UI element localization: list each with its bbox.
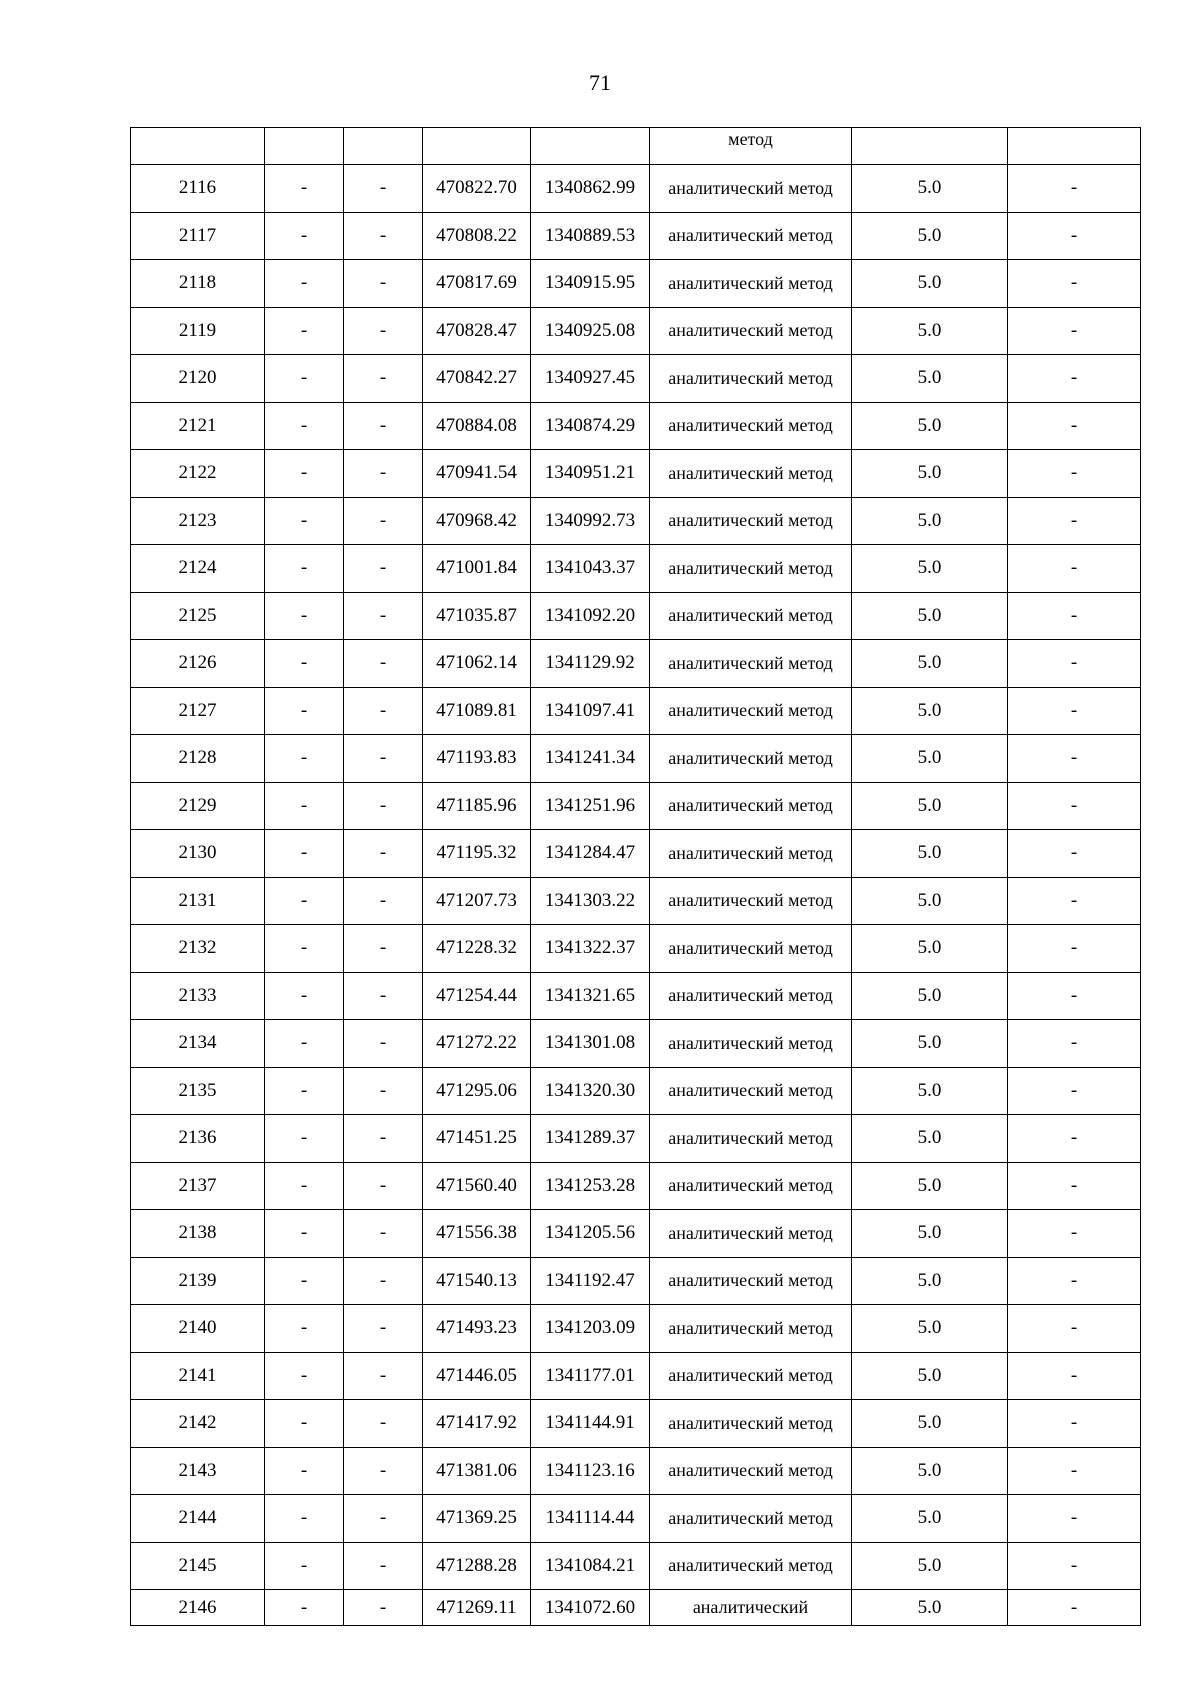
table-cell: - — [1008, 402, 1141, 450]
table-cell: - — [265, 782, 344, 830]
table-cell: аналитический метод — [650, 545, 852, 593]
table-cell — [423, 128, 531, 165]
table-cell: 5.0 — [852, 497, 1008, 545]
table-cell: 5.0 — [852, 1590, 1008, 1626]
table-cell: - — [1008, 1210, 1141, 1258]
table-cell: - — [265, 260, 344, 308]
table-cell: 471207.73 — [423, 877, 531, 925]
table-cell: 5.0 — [852, 1542, 1008, 1590]
table-cell: 2139 — [131, 1257, 265, 1305]
table-cell: - — [265, 165, 344, 213]
table-cell: аналитический метод — [650, 450, 852, 498]
table-cell: - — [1008, 1305, 1141, 1353]
table-cell — [131, 128, 265, 165]
table-cell: - — [1008, 307, 1141, 355]
table-cell: - — [344, 1352, 423, 1400]
table-cell: 2120 — [131, 355, 265, 403]
table-cell: 2134 — [131, 1020, 265, 1068]
table-cell: - — [265, 877, 344, 925]
table-cell: 1340915.95 — [531, 260, 650, 308]
table-cell: - — [1008, 1542, 1141, 1590]
table-cell: аналитический метод — [650, 640, 852, 688]
table-cell: 1341177.01 — [531, 1352, 650, 1400]
table-cell: 2121 — [131, 402, 265, 450]
table-cell: - — [265, 1542, 344, 1590]
table-row — [131, 1447, 1141, 1495]
table-row — [131, 497, 1141, 545]
table-cell: 471288.28 — [423, 1542, 531, 1590]
table-cell: - — [265, 402, 344, 450]
table-cell: 470817.69 — [423, 260, 531, 308]
table-cell: 2133 — [131, 972, 265, 1020]
table-cell: - — [1008, 735, 1141, 783]
table-cell: 2116 — [131, 165, 265, 213]
table-cell: - — [344, 1257, 423, 1305]
table-cell: - — [265, 450, 344, 498]
table-cell: 471269.11 — [423, 1590, 531, 1626]
table-cell: - — [344, 1210, 423, 1258]
table-row — [131, 1590, 1141, 1626]
table-cell: 2122 — [131, 450, 265, 498]
table-cell: 1341289.37 — [531, 1115, 650, 1163]
table-cell: 471185.96 — [423, 782, 531, 830]
table-cell: 1341301.08 — [531, 1020, 650, 1068]
table-cell: аналитический метод — [650, 1495, 852, 1543]
table-cell: 2118 — [131, 260, 265, 308]
table-cell: - — [265, 1447, 344, 1495]
table-cell: - — [265, 1495, 344, 1543]
table-cell: - — [265, 545, 344, 593]
table-cell: 2132 — [131, 925, 265, 973]
table-row — [131, 687, 1141, 735]
table-cell: 5.0 — [852, 545, 1008, 593]
table-cell: - — [265, 1210, 344, 1258]
table-cell: 5.0 — [852, 877, 1008, 925]
table-cell: 470828.47 — [423, 307, 531, 355]
table-cell: 1341303.22 — [531, 877, 650, 925]
table-cell: 5.0 — [852, 1210, 1008, 1258]
table-cell: - — [1008, 640, 1141, 688]
table-cell: 5.0 — [852, 1400, 1008, 1448]
table-row — [131, 1495, 1141, 1543]
table-cell: 471254.44 — [423, 972, 531, 1020]
table-cell: 1341114.44 — [531, 1495, 650, 1543]
table-cell: - — [1008, 1115, 1141, 1163]
table-cell: 2142 — [131, 1400, 265, 1448]
continuation-row — [131, 128, 1141, 165]
table-cell: - — [344, 1447, 423, 1495]
table-cell: аналитический метод — [650, 1257, 852, 1305]
table-cell: 1341084.21 — [531, 1542, 650, 1590]
table-cell: 1340927.45 — [531, 355, 650, 403]
table-cell: 471446.05 — [423, 1352, 531, 1400]
table-cell: - — [344, 1115, 423, 1163]
table-row — [131, 830, 1141, 878]
table-cell — [265, 128, 344, 165]
table-row — [131, 355, 1141, 403]
table-row — [131, 402, 1141, 450]
table-cell: 471369.25 — [423, 1495, 531, 1543]
table-cell: - — [344, 925, 423, 973]
table-cell: - — [344, 307, 423, 355]
table-cell: - — [265, 735, 344, 783]
table-cell: - — [1008, 1495, 1141, 1543]
table-cell: 5.0 — [852, 1305, 1008, 1353]
table-cell: - — [265, 1257, 344, 1305]
table-cell: - — [344, 165, 423, 213]
table-cell: 471228.32 — [423, 925, 531, 973]
table-cell: - — [1008, 972, 1141, 1020]
table-row — [131, 1352, 1141, 1400]
table-cell — [344, 128, 423, 165]
table-cell: 1340951.21 — [531, 450, 650, 498]
table-cell: 471493.23 — [423, 1305, 531, 1353]
table-cell: - — [344, 402, 423, 450]
table-cell: 5.0 — [852, 1352, 1008, 1400]
table-row — [131, 307, 1141, 355]
table-body — [131, 128, 1141, 1626]
table-row — [131, 972, 1141, 1020]
table-cell: аналитический метод — [650, 1210, 852, 1258]
table-cell: - — [344, 450, 423, 498]
table-cell: аналитический метод — [650, 830, 852, 878]
table-row — [131, 1210, 1141, 1258]
table-cell: - — [1008, 1590, 1141, 1626]
table-cell: 471272.22 — [423, 1020, 531, 1068]
table-row — [131, 545, 1141, 593]
table-cell: 2125 — [131, 592, 265, 640]
table-cell: - — [1008, 497, 1141, 545]
table-cell: 5.0 — [852, 925, 1008, 973]
table-row — [131, 1400, 1141, 1448]
table-cell: аналитический метод — [650, 212, 852, 260]
table-cell: - — [344, 212, 423, 260]
table-row — [131, 1067, 1141, 1115]
table-cell: 5.0 — [852, 1067, 1008, 1115]
table-row — [131, 165, 1141, 213]
table-cell: 5.0 — [852, 260, 1008, 308]
table-cell: 2140 — [131, 1305, 265, 1353]
table-cell: 5.0 — [852, 830, 1008, 878]
table-cell: - — [1008, 877, 1141, 925]
table-cell: 470842.27 — [423, 355, 531, 403]
table-cell: - — [265, 640, 344, 688]
table-cell: 2117 — [131, 212, 265, 260]
table-cell: аналитический метод — [650, 687, 852, 735]
table-cell: - — [265, 1305, 344, 1353]
table-cell: 2144 — [131, 1495, 265, 1543]
table-cell: 5.0 — [852, 640, 1008, 688]
coordinates-table — [130, 127, 1141, 1626]
table-cell: - — [344, 1590, 423, 1626]
table-cell: 5.0 — [852, 212, 1008, 260]
table-cell: 5.0 — [852, 1115, 1008, 1163]
table-cell: 471001.84 — [423, 545, 531, 593]
table-cell: 5.0 — [852, 1495, 1008, 1543]
table-cell: аналитический метод — [650, 1020, 852, 1068]
table-cell — [852, 128, 1008, 165]
table-cell: аналитический метод — [650, 592, 852, 640]
table-cell: - — [344, 1305, 423, 1353]
table-cell: аналитический метод — [650, 735, 852, 783]
table-cell: - — [1008, 830, 1141, 878]
table-cell: 1341123.16 — [531, 1447, 650, 1495]
table-cell: 471195.32 — [423, 830, 531, 878]
table-row — [131, 640, 1141, 688]
table-row — [131, 1162, 1141, 1210]
table-cell: 470808.22 — [423, 212, 531, 260]
table-cell — [1008, 128, 1141, 165]
table-cell: - — [1008, 212, 1141, 260]
table-cell: - — [1008, 1067, 1141, 1115]
table-row — [131, 260, 1141, 308]
table-cell: - — [1008, 355, 1141, 403]
table-cell: 2129 — [131, 782, 265, 830]
table-cell: - — [344, 1162, 423, 1210]
table-cell: аналитический метод — [650, 497, 852, 545]
table-cell: аналитический метод — [650, 1447, 852, 1495]
table-cell: аналитический метод — [650, 1305, 852, 1353]
table-cell: 5.0 — [852, 450, 1008, 498]
table-row — [131, 925, 1141, 973]
table-cell: - — [1008, 687, 1141, 735]
table-cell: 1341072.60 — [531, 1590, 650, 1626]
table-cell: - — [1008, 260, 1141, 308]
table-cell: - — [1008, 545, 1141, 593]
table-cell: - — [265, 592, 344, 640]
table-cell: - — [265, 1067, 344, 1115]
table-cell: 471381.06 — [423, 1447, 531, 1495]
table-cell: 470968.42 — [423, 497, 531, 545]
table-cell: аналитический метод — [650, 782, 852, 830]
table-cell: - — [265, 1400, 344, 1448]
table-cell: - — [344, 877, 423, 925]
table-row — [131, 1020, 1141, 1068]
table-cell: 1341251.96 — [531, 782, 650, 830]
table-cell: аналитический метод — [650, 260, 852, 308]
table-cell: 1341284.47 — [531, 830, 650, 878]
table-cell: 5.0 — [852, 307, 1008, 355]
table-cell: 1341092.20 — [531, 592, 650, 640]
table-cell: - — [344, 640, 423, 688]
table-cell: 1341320.30 — [531, 1067, 650, 1115]
table-cell: 1341321.65 — [531, 972, 650, 1020]
table-cell: аналитический метод — [650, 165, 852, 213]
table-cell: 5.0 — [852, 1162, 1008, 1210]
table-cell: 1341205.56 — [531, 1210, 650, 1258]
table-cell: 5.0 — [852, 687, 1008, 735]
table-cell: 471417.92 — [423, 1400, 531, 1448]
table-cell: аналитический метод — [650, 307, 852, 355]
table-cell: аналитический метод — [650, 1067, 852, 1115]
table-cell: аналитический метод — [650, 877, 852, 925]
table-cell: - — [1008, 1162, 1141, 1210]
table-cell: 5.0 — [852, 782, 1008, 830]
table-cell: 1340874.29 — [531, 402, 650, 450]
table-cell: - — [344, 1542, 423, 1590]
table-cell: 2143 — [131, 1447, 265, 1495]
table-cell: 2124 — [131, 545, 265, 593]
table-cell: 5.0 — [852, 592, 1008, 640]
table-cell: 2128 — [131, 735, 265, 783]
table-cell: - — [344, 545, 423, 593]
table-cell: 2136 — [131, 1115, 265, 1163]
table-cell: 471451.25 — [423, 1115, 531, 1163]
table-cell: 5.0 — [852, 972, 1008, 1020]
table-cell: 471062.14 — [423, 640, 531, 688]
table-cell: аналитический метод — [650, 972, 852, 1020]
table-cell: - — [265, 497, 344, 545]
table-cell: 1341241.34 — [531, 735, 650, 783]
table-cell: - — [1008, 165, 1141, 213]
table-cell: - — [1008, 1352, 1141, 1400]
table-cell: 2127 — [131, 687, 265, 735]
table-cell: 1340992.73 — [531, 497, 650, 545]
table-cell: 5.0 — [852, 1447, 1008, 1495]
table-cell: 2119 — [131, 307, 265, 355]
table-row — [131, 450, 1141, 498]
table-cell: 471560.40 — [423, 1162, 531, 1210]
table-cell: - — [265, 1590, 344, 1626]
table-cell: 1341097.41 — [531, 687, 650, 735]
table-cell: - — [1008, 1400, 1141, 1448]
table-cell: - — [1008, 1257, 1141, 1305]
table-cell: 470884.08 — [423, 402, 531, 450]
table-cell: 471295.06 — [423, 1067, 531, 1115]
table-cell: 470941.54 — [423, 450, 531, 498]
table-cell: аналитический метод — [650, 925, 852, 973]
table-cell: 471193.83 — [423, 735, 531, 783]
table-cell: - — [344, 497, 423, 545]
table-cell: 2123 — [131, 497, 265, 545]
table-cell: 2146 — [131, 1590, 265, 1626]
table-cell: - — [265, 212, 344, 260]
table-row — [131, 1257, 1141, 1305]
table-cell: аналитический метод — [650, 1162, 852, 1210]
table-cell: 5.0 — [852, 355, 1008, 403]
table-cell: аналитический метод — [650, 1400, 852, 1448]
table-cell: - — [1008, 1020, 1141, 1068]
table-cell: 5.0 — [852, 1020, 1008, 1068]
table-cell: 470822.70 — [423, 165, 531, 213]
table-cell: метод — [650, 128, 852, 165]
table-cell: 471035.87 — [423, 592, 531, 640]
table-cell: 1341203.09 — [531, 1305, 650, 1353]
table-row — [131, 877, 1141, 925]
table-cell: - — [265, 1020, 344, 1068]
table-cell: 2130 — [131, 830, 265, 878]
table-cell: 2145 — [131, 1542, 265, 1590]
table-cell: - — [344, 355, 423, 403]
table-cell: - — [265, 1115, 344, 1163]
table-row — [131, 592, 1141, 640]
table-cell: - — [265, 1352, 344, 1400]
table-cell: 2126 — [131, 640, 265, 688]
table-cell: аналитический метод — [650, 355, 852, 403]
table-cell: - — [265, 972, 344, 1020]
table-cell: - — [344, 735, 423, 783]
table-cell: - — [344, 260, 423, 308]
table-cell: - — [265, 687, 344, 735]
table-row — [131, 1542, 1141, 1590]
table-cell: - — [1008, 782, 1141, 830]
table-cell: - — [1008, 450, 1141, 498]
table-cell: аналитический метод — [650, 1542, 852, 1590]
table-cell: - — [1008, 1447, 1141, 1495]
table-cell: 471556.38 — [423, 1210, 531, 1258]
table-row — [131, 735, 1141, 783]
table-cell: 1340925.08 — [531, 307, 650, 355]
table-row — [131, 1115, 1141, 1163]
table-cell: - — [1008, 592, 1141, 640]
table-cell: - — [344, 1400, 423, 1448]
table-row — [131, 1305, 1141, 1353]
table-cell: 5.0 — [852, 1257, 1008, 1305]
table-cell: 2131 — [131, 877, 265, 925]
table-cell: аналитический метод — [650, 1352, 852, 1400]
table-cell: аналитический метод — [650, 1115, 852, 1163]
table-cell: 471540.13 — [423, 1257, 531, 1305]
table-cell: 1341043.37 — [531, 545, 650, 593]
table-cell: 5.0 — [852, 165, 1008, 213]
table-cell: 2138 — [131, 1210, 265, 1258]
table-cell: - — [265, 355, 344, 403]
table-row — [131, 212, 1141, 260]
table-cell: - — [344, 687, 423, 735]
table-cell: 1341144.91 — [531, 1400, 650, 1448]
table-cell: 5.0 — [852, 402, 1008, 450]
table-cell: - — [344, 830, 423, 878]
table-cell: - — [344, 782, 423, 830]
table-cell: - — [344, 972, 423, 1020]
table-cell: - — [265, 307, 344, 355]
table-cell: - — [265, 1162, 344, 1210]
table-cell: 1341129.92 — [531, 640, 650, 688]
page-number: 71 — [589, 70, 611, 95]
table-cell: - — [344, 1495, 423, 1543]
table-cell: аналитический метод — [650, 402, 852, 450]
table-cell: - — [265, 925, 344, 973]
table-cell: 2141 — [131, 1352, 265, 1400]
table-cell: - — [265, 830, 344, 878]
table-cell: - — [344, 1020, 423, 1068]
table-cell: 471089.81 — [423, 687, 531, 735]
table-cell: - — [1008, 925, 1141, 973]
table-cell: 1340889.53 — [531, 212, 650, 260]
table-cell: 1340862.99 — [531, 165, 650, 213]
table-cell: - — [344, 1067, 423, 1115]
table-cell: аналитический — [650, 1590, 852, 1626]
table-cell: 2135 — [131, 1067, 265, 1115]
table-row — [131, 782, 1141, 830]
table-cell: 1341192.47 — [531, 1257, 650, 1305]
table-cell: 2137 — [131, 1162, 265, 1210]
table-cell: 1341253.28 — [531, 1162, 650, 1210]
table-cell — [531, 128, 650, 165]
table-cell: 1341322.37 — [531, 925, 650, 973]
table-cell: - — [344, 592, 423, 640]
table-cell: 5.0 — [852, 735, 1008, 783]
